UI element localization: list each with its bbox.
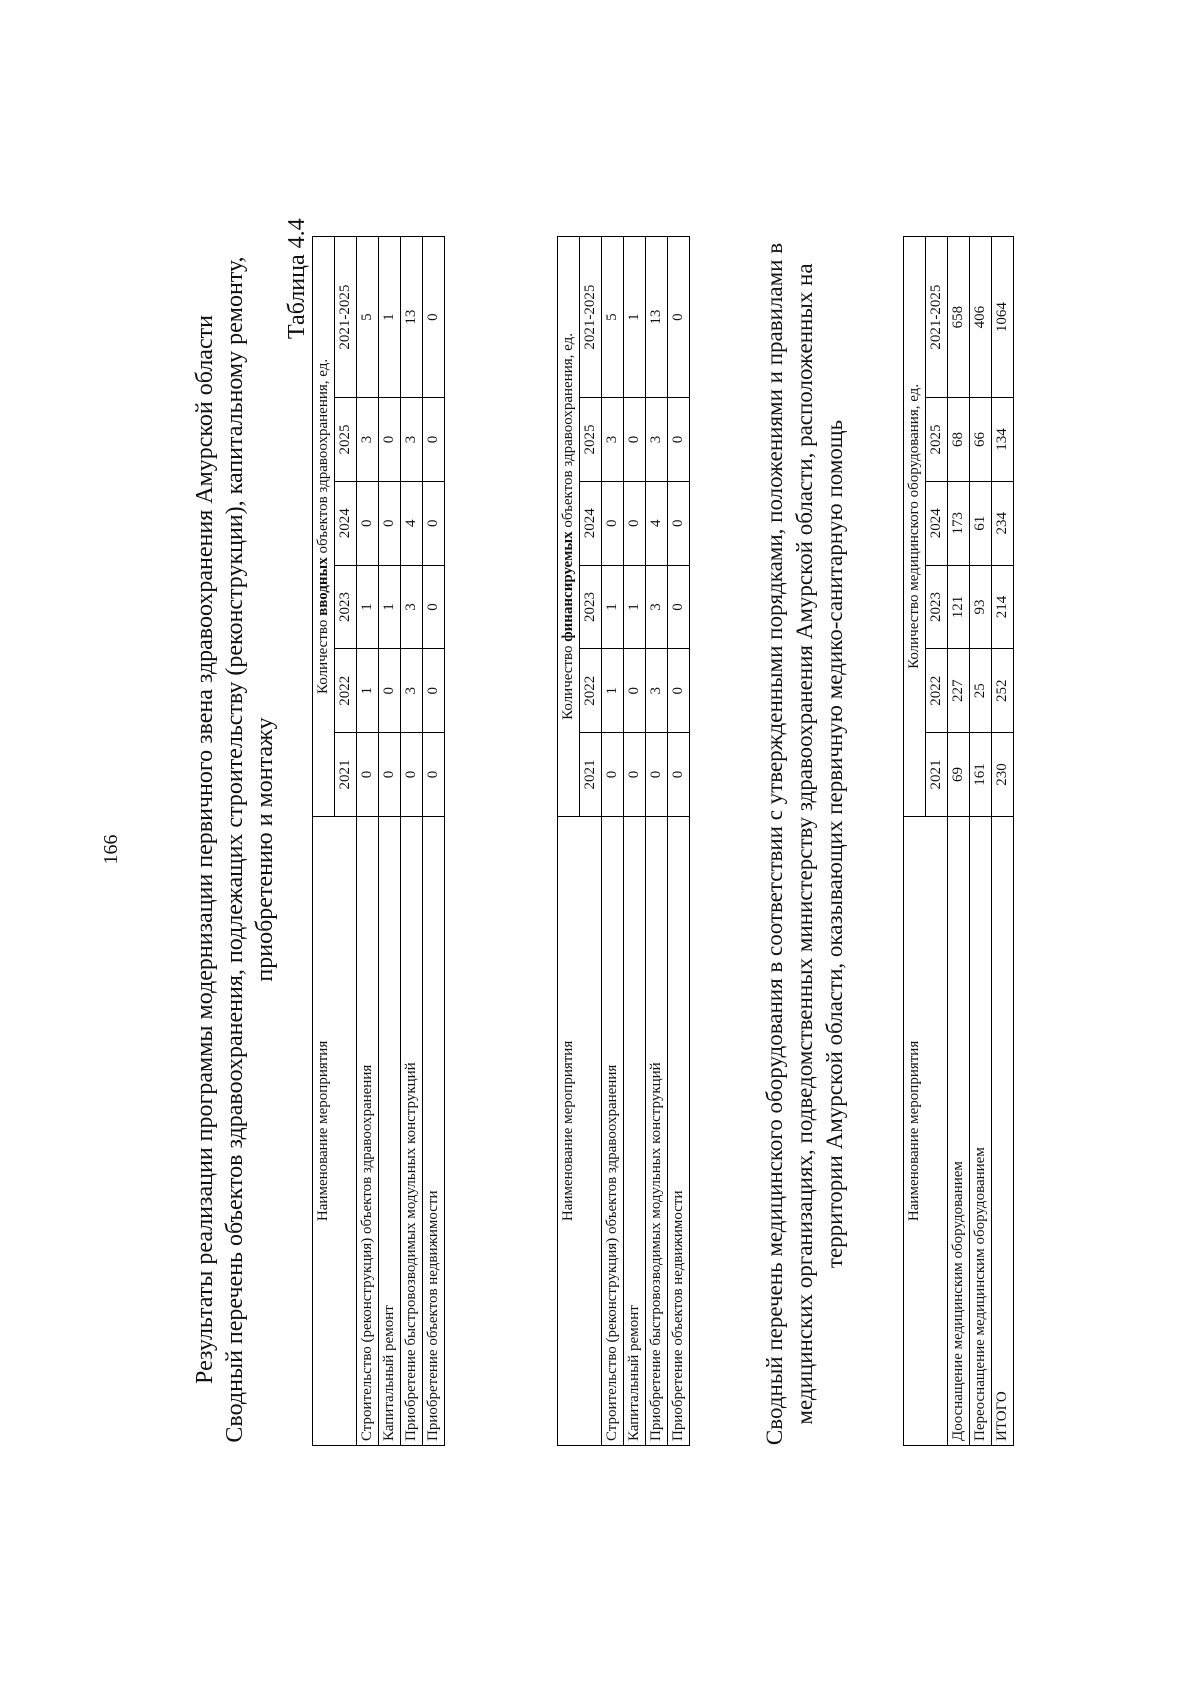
table-cell: 0 [624, 481, 646, 565]
table-header-row [904, 237, 926, 1446]
year-header: 2024 [335, 481, 357, 565]
table-cell: 0 [624, 398, 646, 482]
year-header: 2024 [580, 481, 602, 565]
table-medical-equipment [903, 236, 1014, 1446]
table-cell: 0 [379, 398, 401, 482]
table-cell: 252 [992, 649, 1014, 733]
table-cell: 0 [602, 733, 624, 817]
table-cell: 25 [970, 649, 992, 733]
table-cell: 0 [379, 481, 401, 565]
table-row [602, 237, 624, 1446]
table-cell: 0 [357, 733, 379, 817]
table-cell: 3 [602, 398, 624, 482]
table-cell: 134 [992, 398, 1014, 482]
row-name: Переоснащение медицинским оборудованием [970, 816, 992, 1445]
table-row [668, 237, 690, 1446]
row-name: Приобретение объектов недвижимости [668, 816, 690, 1445]
table-cell: 3 [646, 398, 668, 482]
table-cell: 0 [668, 398, 690, 482]
row-name: Строительство (реконструкция) объектов здравоохранения [357, 816, 379, 1445]
year-header: 2021 [580, 733, 602, 817]
table-cell: 5 [357, 237, 379, 398]
table-cell: 1064 [992, 237, 1014, 398]
column-group-header: Количество медицинского оборудования, ед. [904, 237, 926, 817]
table-cell: 69 [948, 733, 970, 817]
table-header-row [558, 237, 580, 1446]
table-cell: 0 [423, 398, 445, 482]
table-row-total [992, 237, 1014, 1446]
table-cell: 3 [646, 565, 668, 649]
table-cell: 4 [646, 481, 668, 565]
table-cell: 0 [401, 733, 423, 817]
row-name: Строительство (реконструкция) объектов здравоохранения [602, 816, 624, 1445]
table-cell: 1 [624, 237, 646, 398]
table-cell: 0 [624, 649, 646, 733]
heading-line-2: Сводный перечень объектов здравоохранения, подлежащих строительству (реконструкции), капитальному ремонту, [222, 256, 248, 1443]
table-cell: 0 [423, 649, 445, 733]
table-cell: 0 [423, 237, 445, 398]
year-header: 2021-2025 [335, 237, 357, 398]
paragraph-line-3: территории Амурской области, оказывающих первичную медико-санитарную помощь [822, 419, 847, 1269]
table-cell: 0 [357, 481, 379, 565]
table-cell: 230 [992, 733, 1014, 817]
year-header: 2022 [926, 649, 948, 733]
column-group-header [313, 237, 335, 817]
year-header: 2025 [580, 398, 602, 482]
table-cell: 0 [668, 237, 690, 398]
document-heading [190, 0, 280, 1699]
table-cell: 68 [948, 398, 970, 482]
table-row [970, 237, 992, 1446]
table-commissioned-objects [312, 236, 445, 1446]
row-name: ИТОГО [992, 816, 1014, 1445]
row-name: Приобретение объектов недвижимости [423, 816, 445, 1445]
table-cell: 214 [992, 565, 1014, 649]
table-cell: 5 [602, 237, 624, 398]
table-cell: 1 [379, 237, 401, 398]
row-name: Приобретение быстровозводимых модульных конструкций [401, 816, 423, 1445]
table-cell: 227 [948, 649, 970, 733]
year-header: 2025 [926, 398, 948, 482]
table-cell: 0 [423, 481, 445, 565]
row-name: Капитальный ремонт [379, 816, 401, 1445]
table-cell: 0 [423, 733, 445, 817]
table-cell: 121 [948, 565, 970, 649]
table-cell: 0 [668, 481, 690, 565]
table-cell: 3 [401, 398, 423, 482]
table-cell: 0 [668, 565, 690, 649]
table-cell: 1 [602, 649, 624, 733]
heading-line-3: приобретению и монтажу [252, 717, 278, 982]
table-cell: 3 [357, 398, 379, 482]
group-header-pre: Количество [315, 615, 331, 694]
year-header: 2021 [335, 733, 357, 817]
year-header: 2021-2025 [926, 237, 948, 398]
row-name: Приобретение быстровозводимых модульных конструкций [646, 816, 668, 1445]
table-cell: 13 [646, 237, 668, 398]
page-number: 166 [100, 834, 122, 865]
table-cell: 4 [401, 481, 423, 565]
group-header-post: объектов здравоохранения, ед. [315, 358, 331, 558]
year-header: 2025 [335, 398, 357, 482]
table-cell: 1 [357, 565, 379, 649]
column-header-name: Наименование мероприятия [313, 816, 357, 1445]
table-cell: 1 [379, 565, 401, 649]
table-cell: 1 [624, 565, 646, 649]
table-header-row [313, 237, 335, 1446]
column-header-name: Наименование мероприятия [904, 816, 948, 1445]
table-cell: 3 [401, 565, 423, 649]
year-header: 2022 [580, 649, 602, 733]
paragraph-line-1: Сводный перечень медицинского оборудования в соответствии с утвержденными порядками, положениями и правилами в [762, 242, 787, 1446]
table-number: Таблица 4.4 [284, 218, 310, 339]
table-financed-objects [557, 236, 690, 1446]
table-cell: 234 [992, 481, 1014, 565]
table-cell: 0 [668, 649, 690, 733]
row-name: Дооснащение медицинским оборудованием [948, 816, 970, 1445]
paragraph-line-2: медицинских организациях, подведомственных министерству здравоохранения Амурской области, расположенных на [792, 263, 817, 1425]
table-cell: 3 [646, 649, 668, 733]
year-header: 2023 [335, 565, 357, 649]
group-header-keyword: вводных [315, 557, 331, 616]
table-cell: 1 [357, 649, 379, 733]
table-row [423, 237, 445, 1446]
table-cell: 1 [602, 565, 624, 649]
year-header: 2022 [335, 649, 357, 733]
column-header-name: Наименование мероприятия [558, 816, 602, 1445]
equipment-paragraph [760, 219, 850, 1469]
group-header-post: объектов здравоохранения, ед. [560, 332, 576, 532]
group-header-pre: Количество [560, 641, 576, 720]
year-header: 2021 [926, 733, 948, 817]
table-row [646, 237, 668, 1446]
year-header: 2024 [926, 481, 948, 565]
table-cell: 0 [602, 481, 624, 565]
table-cell: 0 [668, 733, 690, 817]
table-cell: 0 [624, 733, 646, 817]
table-cell: 3 [401, 649, 423, 733]
row-name: Капитальный ремонт [624, 816, 646, 1445]
table-cell: 173 [948, 481, 970, 565]
table-cell: 161 [970, 733, 992, 817]
table-row [379, 237, 401, 1446]
table-cell: 0 [646, 733, 668, 817]
year-header: 2023 [926, 565, 948, 649]
table-cell: 0 [423, 565, 445, 649]
table-row [948, 237, 970, 1446]
year-header: 2021-2025 [580, 237, 602, 398]
table-cell: 61 [970, 481, 992, 565]
table-cell: 66 [970, 398, 992, 482]
table-row [357, 237, 379, 1446]
group-header-keyword: финансируемых [560, 531, 576, 642]
heading-line-1: Результаты реализации программы модернизации первичного звена здравоохранения Амурской области [192, 315, 218, 1384]
table-row [401, 237, 423, 1446]
table-cell: 0 [379, 649, 401, 733]
table-cell: 93 [970, 565, 992, 649]
table-cell: 13 [401, 237, 423, 398]
table-cell: 658 [948, 237, 970, 398]
year-header: 2023 [580, 565, 602, 649]
column-group-header [558, 237, 580, 817]
table-cell: 0 [379, 733, 401, 817]
table-row [624, 237, 646, 1446]
table-cell: 406 [970, 237, 992, 398]
